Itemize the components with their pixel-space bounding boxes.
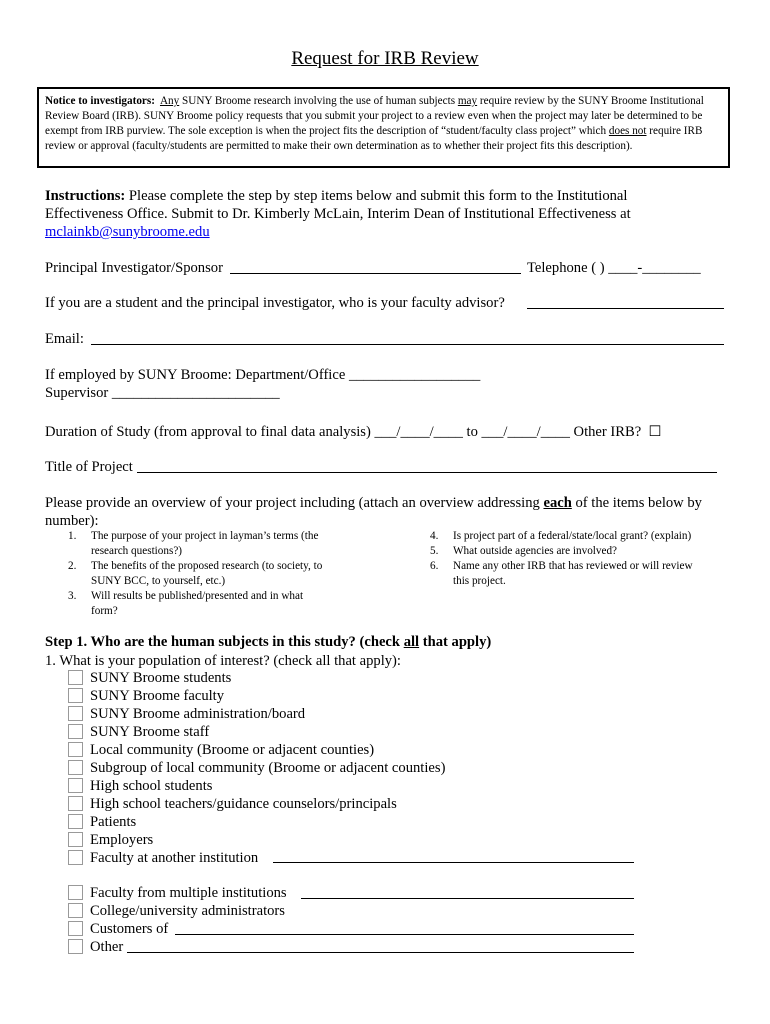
notice-label: Notice to investigators: — [45, 95, 155, 107]
pi-label: Principal Investigator/Sponsor — [45, 260, 223, 276]
option-label: Faculty from multiple institutions — [90, 885, 287, 901]
instructions-text: Please complete the step by step items below and submit this form to the Institutional Effectiveness Office. Submit to Dr. Kimberly McLain, Interim Dean of Institutional Effectiveness at — [45, 188, 631, 222]
option-label: Customers of — [90, 921, 169, 937]
overview-text — [45, 494, 725, 530]
checkbox[interactable] — [68, 760, 83, 775]
checkbox[interactable] — [68, 814, 83, 829]
overview-post: of the items below by number): — [45, 495, 702, 529]
advisor-label: If you are a student and the principal investigator, who is your faculty advisor? — [45, 295, 505, 311]
duration-label[interactable]: Duration of Study (from approval to final data analysis) ___/____/____ to ___/____/____ Other IRB? — [45, 424, 642, 440]
checkbox[interactable] — [68, 885, 83, 900]
notice-text-1: SUNY Broome research involving the use of human subjects — [179, 95, 458, 107]
title-project-field[interactable] — [137, 472, 717, 473]
faculty-other-institution-field[interactable] — [273, 862, 634, 863]
option-label: SUNY Broome faculty — [90, 688, 225, 704]
email-label: Email: — [45, 331, 84, 347]
customers-of-field[interactable] — [175, 934, 634, 935]
overview-pre: Please provide an overview of your project including (attach an overview addressing — [45, 495, 544, 511]
checkbox[interactable] — [68, 778, 83, 793]
checkbox[interactable] — [68, 903, 83, 918]
option-label: Other — [90, 939, 124, 955]
other-field[interactable] — [127, 952, 634, 953]
notice-box — [37, 87, 730, 168]
option-label: College/university administrators — [90, 903, 285, 919]
instructions-label: Instructions: — [45, 188, 126, 204]
notice-text-2: require review by the SUNY Broome Institutional Review Board (IRB). SUNY Broome policy requests that you submit your project to a review even when the project may later be determined to be exempt from IRB purview. The sole exception is when the project fits the description of “student/faculty class project” which — [45, 95, 704, 137]
email-link[interactable]: mclainkb@sunybroome.edu — [45, 224, 210, 240]
option-label: SUNY Broome students — [90, 670, 232, 686]
option-label: Patients — [90, 814, 137, 830]
title-project-label: Title of Project — [45, 459, 133, 475]
option-label: Employers — [90, 832, 154, 848]
other-irb-checkbox[interactable]: ☐ — [648, 424, 662, 440]
pi-field[interactable] — [230, 273, 521, 274]
instructions — [45, 187, 685, 241]
option-label: Local community (Broome or adjacent counties) — [90, 742, 375, 758]
option-label: SUNY Broome administration/board — [90, 706, 306, 722]
checkbox[interactable] — [68, 688, 83, 703]
option-label: SUNY Broome staff — [90, 724, 210, 740]
checkbox[interactable] — [68, 724, 83, 739]
duration-field — [45, 423, 662, 441]
step1-question-1: 1. What is your population of interest? (check all that apply): — [45, 653, 401, 669]
overview-each: each — [543, 495, 572, 511]
checkbox[interactable] — [68, 706, 83, 721]
checkbox[interactable] — [68, 921, 83, 936]
option-label: Subgroup of local community (Broome or adjacent counties) — [90, 760, 446, 776]
advisor-field[interactable] — [527, 308, 724, 309]
notice-does-not: does not — [608, 125, 647, 137]
checkbox[interactable] — [68, 832, 83, 847]
notice-any: Any — [159, 95, 180, 107]
notice-text-3: require IRB review or approval (faculty/students are permitted to make their own determination as to whether their project fits this description). — [45, 125, 703, 152]
checkbox[interactable] — [68, 939, 83, 954]
supervisor-field[interactable]: Supervisor _______________________ — [45, 385, 280, 401]
step1-heading: Step 1. Who are the human subjects in this study? (check all that apply) — [45, 634, 492, 650]
checkbox[interactable] — [68, 742, 83, 757]
faculty-multiple-field[interactable] — [301, 898, 634, 899]
notice-may: may — [457, 95, 478, 107]
option-label: Faculty at another institution — [90, 850, 259, 866]
department-field[interactable]: If employed by SUNY Broome: Department/Office __________________ — [45, 367, 481, 383]
checkbox[interactable] — [68, 670, 83, 685]
email-field[interactable] — [91, 344, 724, 345]
telephone-field[interactable]: Telephone ( ) ____-________ — [527, 260, 701, 276]
page-title: Request for IRB Review — [291, 48, 479, 69]
checkbox[interactable] — [68, 850, 83, 865]
option-label: High school students — [90, 778, 213, 794]
checkbox[interactable] — [68, 796, 83, 811]
option-label: High school teachers/guidance counselors/principals — [90, 796, 397, 812]
